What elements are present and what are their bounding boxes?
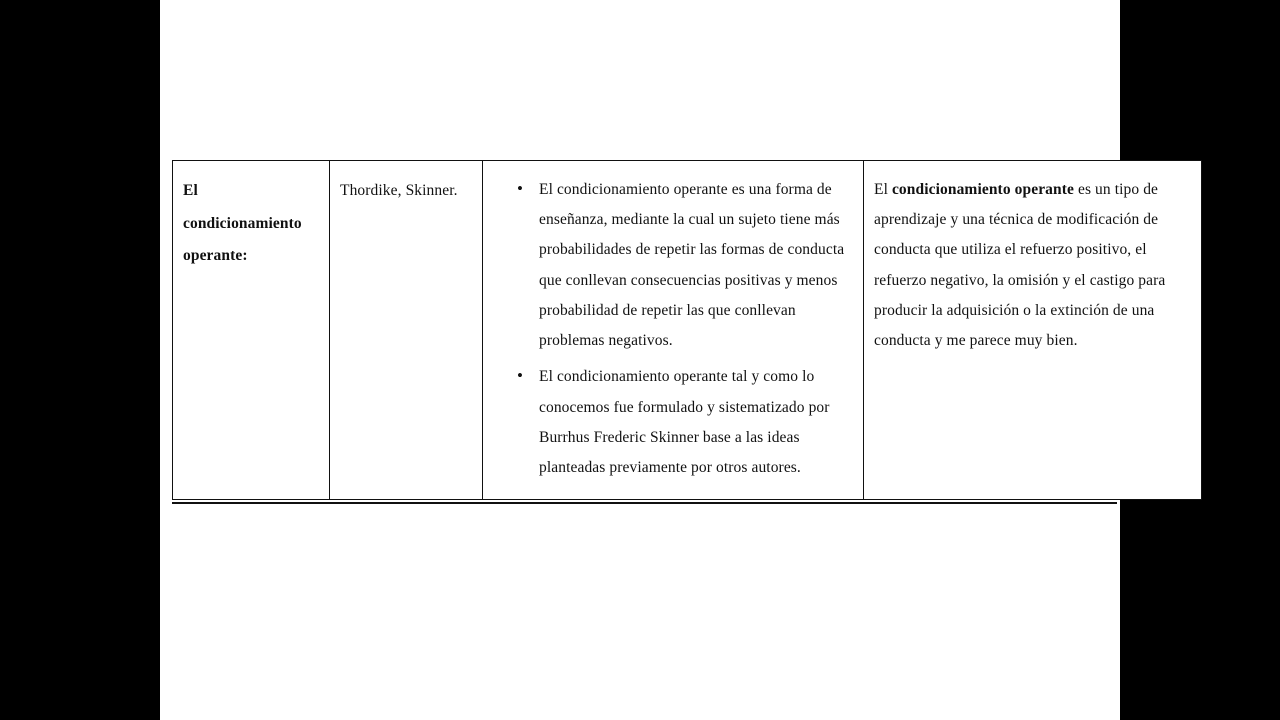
slide-canvas (160, 0, 1166, 720)
list-item: • El condicionamiento operante tal y como lo conocemos fue formulado y sistematizado por Burrhus Frederic Skinner base a las ideas planteadas previamente por otros autores. (517, 362, 853, 483)
table-cell-opinion (864, 161, 1202, 500)
table-cell-authors (330, 161, 483, 500)
table-row (173, 161, 1202, 500)
term-label: El condicionamiento operante: (183, 182, 302, 265)
opinion-rest: es un tipo de aprendizaje y una técnica de modificación de conducta que utiliza el refuerzo positivo, el refuerzo negativo, la omisión y el castigo para producir la adquisición o la extinción de una conducta y me parece muy bien. (874, 181, 1166, 350)
table-cell-description (483, 161, 864, 500)
concept-table-container (172, 160, 1166, 502)
concept-table (172, 160, 1202, 500)
opinion-paragraph (874, 175, 1191, 356)
opinion-bold-term: condicionamiento operante (891, 181, 1074, 198)
table-cell-term (173, 161, 330, 500)
authors-label: Thordike, Skinner. (340, 182, 458, 199)
opinion-prefix: El (874, 181, 892, 198)
description-bullet-list (493, 175, 853, 483)
list-item: • El condicionamiento operante es una forma de enseñanza, mediante la cual un sujeto tiene más probabilidades de repetir las formas de conducta que conllevan consecuencias positivas y menos probabilidad de repetir las que conllevan problemas negativos. (517, 175, 853, 356)
table-bottom-rule (172, 502, 1117, 504)
